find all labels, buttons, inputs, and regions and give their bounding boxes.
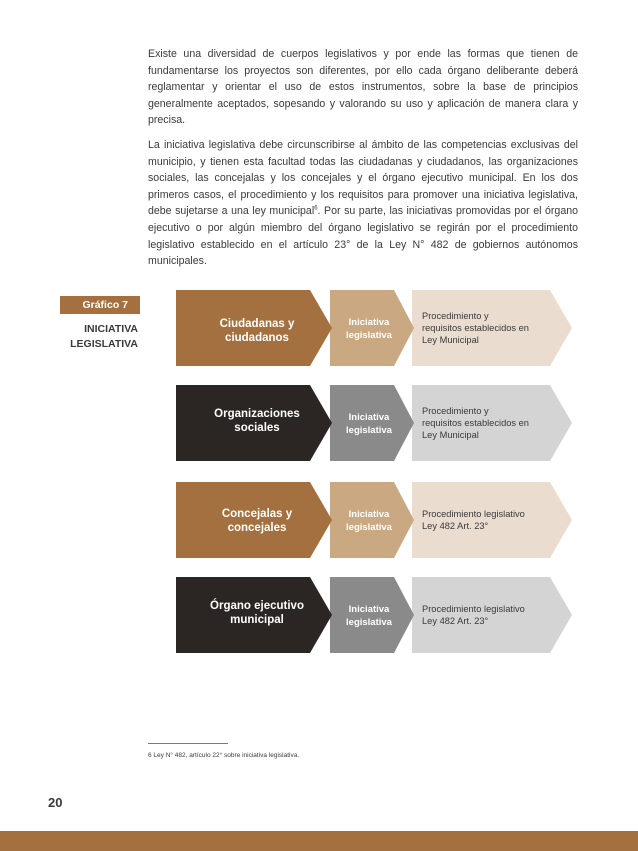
bottom-band	[0, 831, 638, 851]
process-label: Procedimiento legislativo Ley 482 Art. 23°	[422, 509, 525, 531]
flow-row	[0, 290, 638, 366]
process-label: Procedimiento y requisitos establecidos en Ley Municipal	[422, 311, 529, 345]
graphic-title-line-1: INICIATIVA	[84, 323, 138, 335]
graphic-title-line-2: LEGISLATIVA	[70, 338, 138, 350]
body-text	[148, 46, 578, 278]
actor-label: Organizaciones sociales	[214, 408, 300, 434]
paragraph-2-part-a: La iniciativa legislativa debe circunscribirse al ámbito de las competencias exclusivas del municipio, y tienen esta facultad todas las ciudadanas y ciudadanos, las organizaciones sociales, las concejalas y los concejales y el órgano ejecutivo municipal. En los dos primeros casos, el procedimiento y los requisitos para promover una iniciativa legislativa, debe sujetarse a una ley municipal	[148, 138, 578, 218]
footnote-divider	[148, 743, 228, 744]
initiative-label: Iniciativa legislativa	[346, 509, 392, 533]
paragraph-2-part-b: . Por su parte, las iniciativas promovidas por el órgano ejecutivo o por algún miembro del órgano legislativo se regirán por el procedimiento legislativo establecido en el artículo 23° de la Ley N° 482 de gobiernos autónomos municipales.	[148, 205, 578, 268]
flow-row	[0, 482, 638, 558]
initiative-label: Iniciativa legislativa	[346, 317, 392, 341]
footnote: 6 Ley N° 482, artículo 22° sobre iniciativa legislativa.	[148, 752, 300, 759]
initiative-label: Iniciativa legislativa	[346, 604, 392, 628]
flow-row	[0, 385, 638, 461]
footnote-ref: 6	[314, 205, 318, 212]
actor-label: Órgano ejecutivo municipal	[210, 600, 304, 626]
page-number: 20	[48, 795, 63, 810]
initiative-label: Iniciativa legislativa	[346, 412, 392, 436]
actor-label: Concejalas y concejales	[221, 508, 293, 534]
process-label: Procedimiento legislativo Ley 482 Art. 23°	[422, 604, 525, 626]
process-label: Procedimiento y requisitos establecidos en Ley Municipal	[422, 406, 529, 440]
actor-label: Ciudadanas y ciudadanos	[219, 318, 295, 344]
flow-row	[0, 577, 638, 653]
paragraph-2	[148, 137, 578, 270]
paragraph-1: Existe una diversidad de cuerpos legislativos y por ende las formas que tienen de fundamentarse los proyectos son diferentes, por ello cada órgano deliberante deberá reglamentar y orientar el uso de estos instrumentos, sobre la base de principios generalmente aceptados, sopesando y valorando su uso y aplicación de manera clara y precisa.	[148, 48, 578, 127]
graphic-tab: Gráfico 7	[60, 296, 140, 314]
